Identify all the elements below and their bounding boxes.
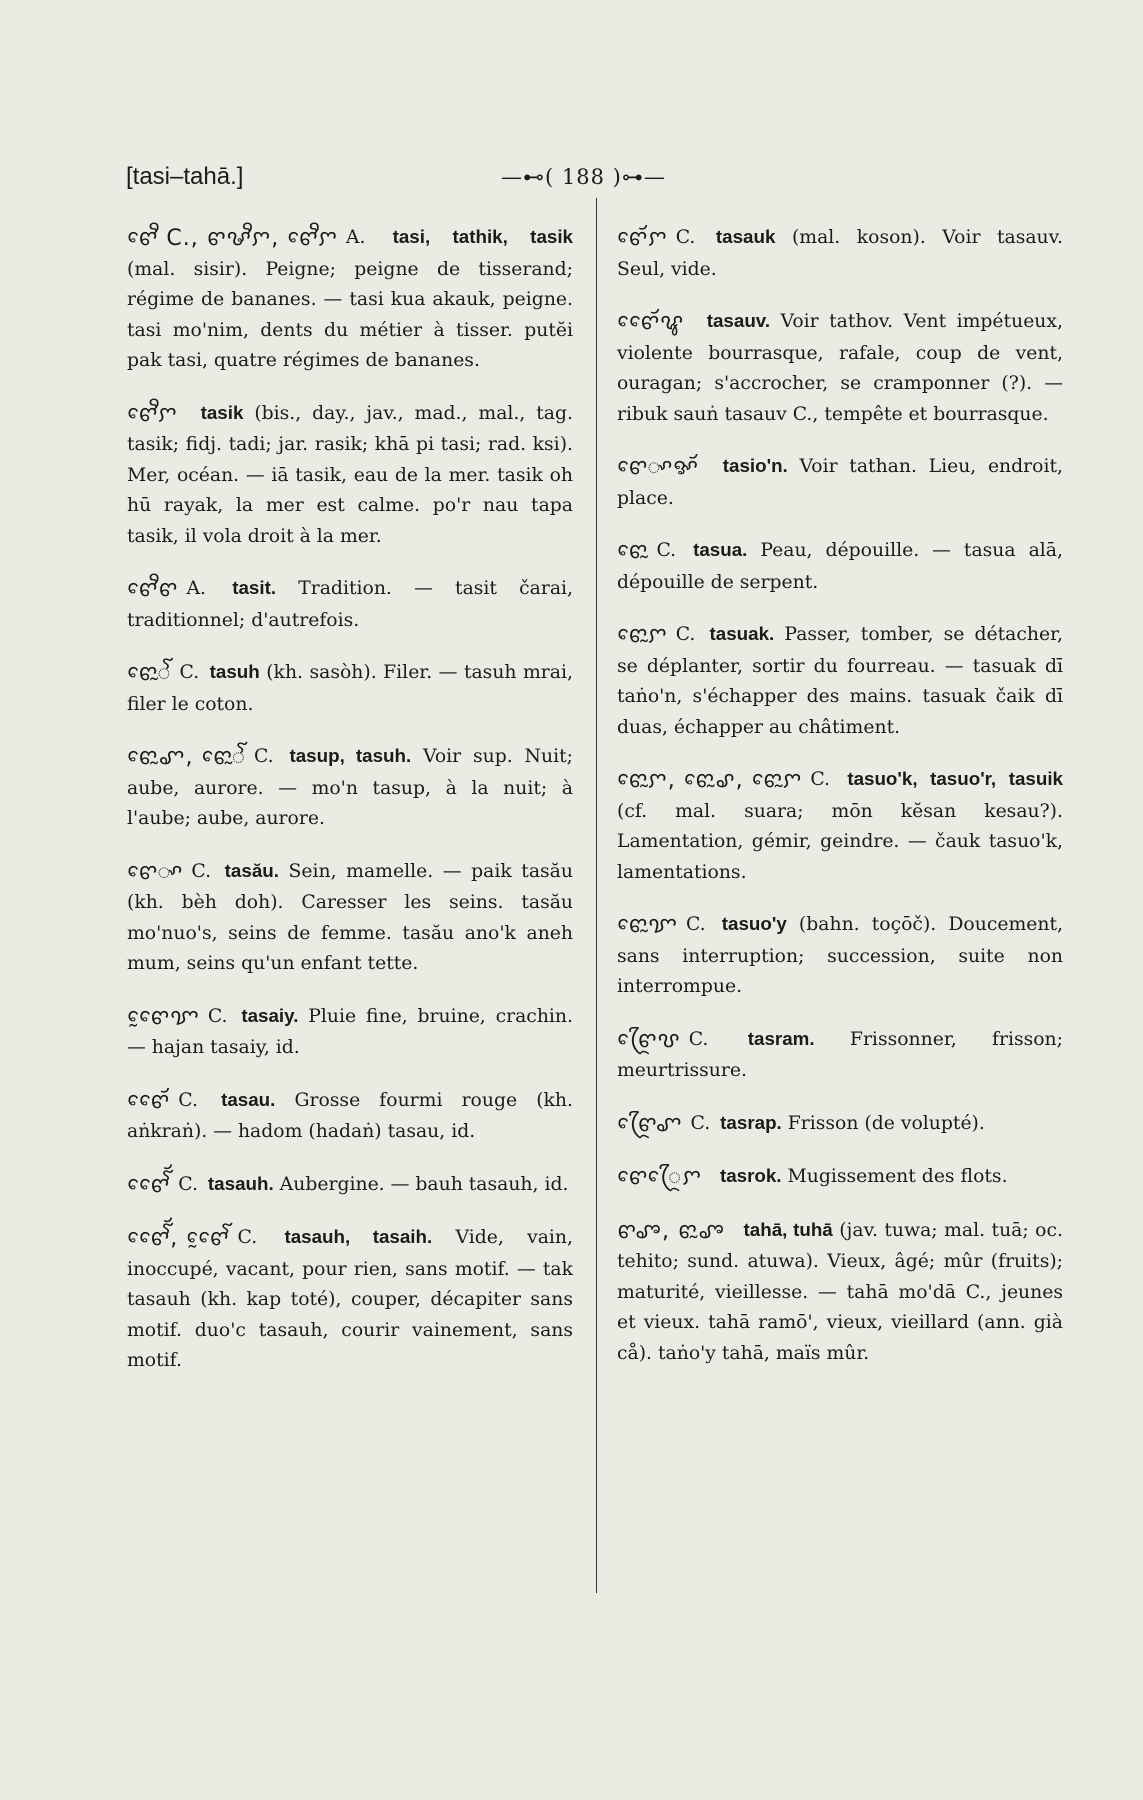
dictionary-entry (617, 619, 1063, 743)
headword: tasrap. (720, 1111, 782, 1133)
cham-script: ꨓꨯꨯꨮꨥ (617, 310, 685, 335)
definition: Peau, dépouille. — tasua alā, dépouille de serpent. (617, 540, 1063, 593)
headword: tasrok. (719, 1165, 782, 1186)
column-divider (596, 198, 597, 1593)
source-label: C. (178, 1173, 198, 1195)
definition: Pluie fine, bruine, crachin. — hajan tasaiy, id. (127, 1005, 573, 1058)
definition: Grosse fourmi rouge (kh. aṅkraṅ). — hadom (hadaṅ) tasau, id. (127, 1089, 573, 1142)
cham-script: ꨓꨯꨪ C., ꨓꨔꨪꨆ, ꨓꨯꨪꨆ (127, 226, 338, 251)
source-label: C. (675, 227, 696, 248)
cham-script: ꨓꨯꨭꨱ (127, 661, 172, 686)
cham-script: ꨓꨯꨴꨯꨆ (617, 1165, 702, 1190)
cham-script: ꨓꨨ, ꨓꨭꨨ (617, 1218, 726, 1244)
headword: tasaiy. (241, 1004, 299, 1026)
dictionary-entry (127, 1169, 573, 1202)
dictionary-entry (617, 535, 1063, 598)
headword: tasram. (747, 1027, 815, 1049)
right-column (617, 222, 1063, 1390)
page-header (126, 163, 1039, 203)
definition: (jav. tuwa; mal. tuā; oc. tehito; sund. atuwa). Vieux, âgé; mûr (fruits); maturité, vieillesse. — tahā mo'dā C., jeunes et vieux. tahā ramō', vieux, vieillard (ann. già cå). taṅo'y tahā, maïs mûr. (617, 1219, 1063, 1364)
headword: tahā, tuhā (743, 1218, 833, 1240)
source-label: C. (656, 540, 677, 561)
cham-script: ꨓꨯꨪꨆ (127, 401, 178, 427)
running-head: [tasi–tahā.] (126, 163, 244, 190)
cham-script: ꨓꨴꨯꨚ (617, 1111, 683, 1137)
headword: tasau. (221, 1088, 276, 1110)
definition: Frissonner, frisson; meurtrissure. (617, 1028, 1063, 1081)
headword: tasuo'k, tasuo'r, tasuik (847, 768, 1063, 789)
cham-script: ꨓꨯꨳꨀꨮ (617, 455, 700, 480)
definition: Voir tathan. Lieu, endroit, place. (617, 456, 1063, 509)
source-label: A. (186, 578, 207, 599)
dictionary-entry (127, 657, 573, 720)
source-label: C. (178, 1089, 198, 1111)
page-number: —⊷( 188 )⊶— (501, 165, 666, 189)
dictionary-entry (617, 1108, 1063, 1141)
cham-script: ꨓꨯꨪꨓ (127, 577, 179, 602)
source-label: C. (690, 1112, 711, 1134)
dictionary-entry (617, 451, 1063, 514)
definition: (mal. sisir). Peigne; peigne de tisserand; régime de bananes. — tasi kua akauk, peigne. tasi mo'nim, dents du métier à tisser. putĕi pak tasi, quatre régimes de bananes. (127, 258, 573, 371)
definition: (kh. sasòh). Filer. — tasuh mrai, filer le coton. (127, 662, 573, 715)
headword: tasup, tasuh. (289, 745, 412, 766)
definition: Passer, tomber, se détacher, se déplanter, sortir du fourreau. — tasuak dī taṅo'n, s'échapper des mains. tasuak čaik dī duas, échapper au châtiment. (617, 624, 1063, 738)
source-label: A. (345, 227, 366, 248)
definition: Sein, mamelle. — paik tasău (kh. bèh doh). Caresser les seins. tasău mo'nuo's, seins de femme. tasău ano'k aneh mum, seins qu'un enfant tette. (127, 860, 573, 974)
cham-script: ꨓꨯꨭꨚ, ꨓꨯꨭꨱ (127, 745, 246, 770)
dictionary-entry (127, 222, 573, 377)
dictionary-entry (127, 398, 573, 553)
source-label: C. (191, 860, 212, 882)
source-label: C. (675, 624, 696, 645)
cham-script: ꨓꨯꨯꨮꨱ, ꨓꨯꨰꨱ (127, 1226, 230, 1251)
dictionary-entry (127, 1085, 573, 1148)
headword: tasio'n. (722, 455, 788, 476)
definition: Frisson (de volupté). (787, 1112, 985, 1134)
dictionary-entry (617, 764, 1063, 888)
source-label: C. (688, 1028, 709, 1050)
left-column (127, 222, 573, 1398)
headword: tasuo'y (721, 913, 787, 934)
headword: tasik (200, 401, 244, 423)
dictionary-entry (127, 741, 573, 835)
cham-script: ꨓꨯꨭꨢ (617, 913, 678, 938)
definition: (bis., day., jav., mad., mal., tag. tasik; fidj. tadi; jar. rasik; khā pi tasi; rad. ksi). Mer, océan. — iā tasik, eau de la mer. tasik oh hū rayak, la mer est calme. po'r nau tapa tasik, il vola droit à la mer. (127, 402, 573, 547)
headword: tasit. (232, 577, 277, 598)
dictionary-entry (617, 1024, 1063, 1087)
dictionary-entry (127, 856, 573, 980)
dictionary-entry (617, 1161, 1063, 1194)
cham-script: ꨓꨯꨭ (617, 539, 649, 564)
definition: (bahn. toçōč). Doucement, sans interruption; succession, suite non interrompue. (617, 914, 1063, 997)
cham-script: ꨓꨯꨯꨮ (127, 1088, 171, 1114)
source-label: C. (253, 746, 274, 767)
headword: tasauh. (207, 1172, 274, 1194)
source-label: C. (685, 914, 706, 935)
source-label: C. (237, 1227, 258, 1248)
dictionary-entry (127, 1222, 573, 1377)
definition: Voir tathov. Vent impétueux, violente bourrasque, rafale, coup de vent, ouragan; s'accrocher, se cramponner (?). — ribuk sauṅ tasauv C., tempête et bourrasque. (617, 311, 1063, 425)
dictionary-entry (127, 1001, 573, 1064)
cham-script: ꨓꨯꨭꨆ, ꨓꨯꨭꨣ, ꨓꨯꨭꨆ (617, 768, 803, 793)
dictionary-entry (617, 909, 1063, 1003)
source-label: C. (810, 769, 830, 790)
dictionary-entry (617, 222, 1063, 285)
source-label: C. (207, 1005, 228, 1027)
headword: tasuak. (709, 623, 775, 644)
cham-script: ꨓꨯꨳ (127, 859, 184, 885)
headword: tasauh, tasaih. (284, 1226, 433, 1247)
headword: tasauv. (706, 310, 771, 331)
source-label: C. (179, 662, 200, 683)
cham-script: ꨓꨯꨯꨮꨱ (127, 1172, 171, 1198)
cham-script: ꨓꨯꨮꨆ (617, 226, 668, 251)
definition: Tradition. — tasit čarai, traditionnel; d'autrefois. (127, 578, 573, 631)
cham-script: ꨓꨴꨯꨝ (617, 1027, 681, 1053)
cham-script: ꨓꨯꨰꨢ (127, 1004, 200, 1030)
headword: tasauk (715, 226, 776, 247)
dictionary-entry (617, 1215, 1063, 1370)
definition: Aubergine. — bauh tasauh, id. (279, 1173, 569, 1195)
definition: Vide, vain, inoccupé, vacant, pour rien, sans motif. — tak tasauh (kh. kap toté), couper, décapiter sans motif. duo'c tasauh, courir vainement, sans motif. (127, 1227, 573, 1371)
headword: tasuh (209, 661, 260, 682)
headword: tasău. (224, 859, 279, 881)
dictionary-entry (617, 306, 1063, 430)
definition: (cf. mal. suara; mōn kĕsan kesau?). Lamentation, gémir, geindre. — čauk tasuo'k, lamentations. (617, 800, 1063, 883)
dictionary-entry (127, 573, 573, 636)
definition: Mugissement des flots. (787, 1166, 1008, 1187)
definition: Voir sup. Nuit; aube, aurore. — mo'n tasup, à la nuit; à l'aube; aube, aurore. (127, 746, 573, 829)
headword: tasua. (693, 539, 748, 560)
cham-script: ꨓꨯꨭꨆ (617, 623, 668, 648)
definition: (mal. koson). Voir tasauv. Seul, vide. (617, 227, 1063, 280)
headword: tasi, tathik, tasik (392, 226, 573, 247)
